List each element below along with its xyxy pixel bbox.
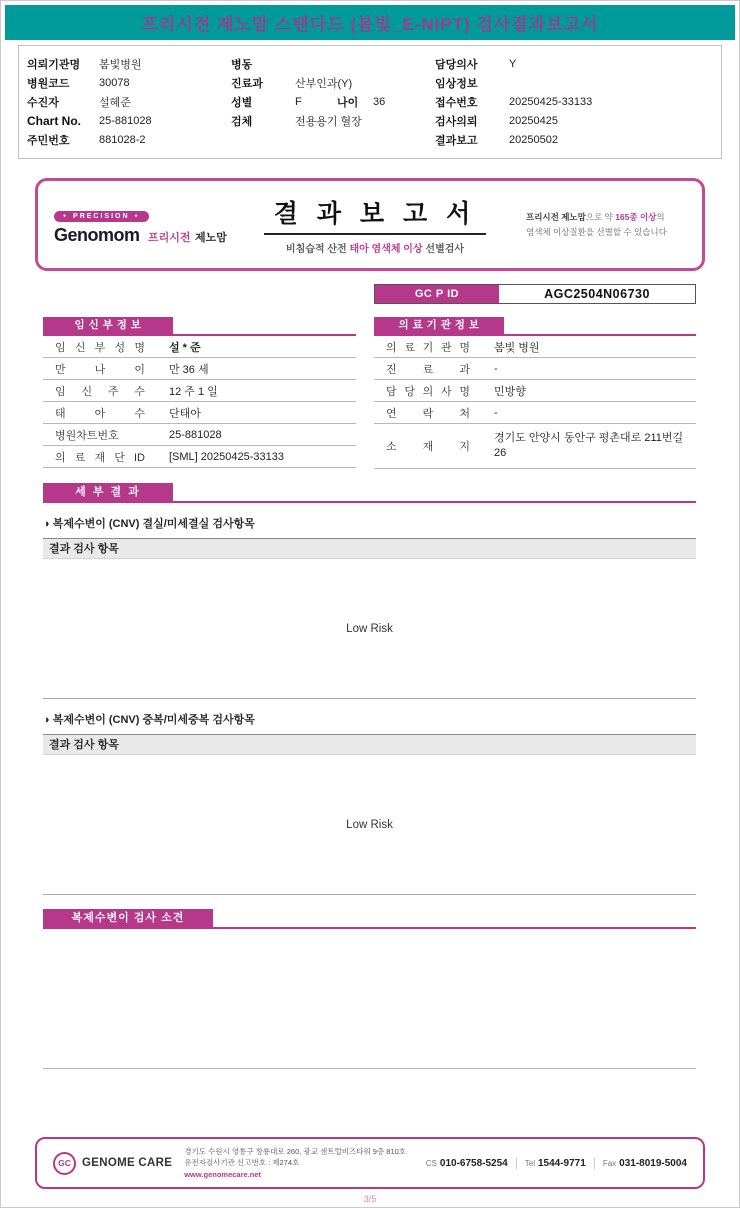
field-label: 임상정보 — [435, 77, 478, 90]
header-field-receipt-no — [435, 92, 721, 111]
header-field-ward — [231, 54, 435, 73]
header-field-specimen — [231, 111, 435, 130]
badge-dot-icon: ● — [134, 212, 140, 219]
header-field-institution — [27, 54, 231, 73]
row-value: - — [494, 362, 498, 375]
field-label: 수진자 — [27, 96, 59, 109]
field-value: 20250502 — [509, 133, 558, 146]
footer-contacts — [426, 1158, 687, 1169]
field-label: 결과보고 — [435, 134, 478, 147]
genome-care-monogram-icon: GC — [53, 1152, 76, 1175]
footer-fax-contact — [603, 1158, 687, 1169]
header-column-1 — [19, 54, 231, 149]
row-label: 만 나 이 — [55, 363, 145, 376]
table-row — [374, 358, 696, 380]
report-main-title: 프리시전 제노맘 스탠다드 (봄빛_E-NIPT) 검사결과보고서 — [141, 15, 599, 34]
gcpid-box — [374, 284, 696, 304]
header-field-doctor — [435, 54, 721, 73]
cnv-deletion-heading: ◑ 복제수변이 (CNV) 결실/미세결실 검사항목 — [43, 518, 255, 530]
pregnant-woman-info-table — [43, 317, 356, 469]
cnv-duplication-result: Low Risk — [346, 818, 393, 831]
row-value: 25-881028 — [169, 428, 222, 441]
footer-tel-contact — [525, 1158, 586, 1169]
header-field-report-date — [435, 130, 721, 149]
table-row — [374, 424, 696, 469]
gcpid-label: GC P ID — [375, 285, 499, 303]
header-column-2 — [231, 54, 435, 149]
subtitle-suffix: 선별검사 — [422, 244, 465, 255]
tagline-highlight: 165종 이상 — [615, 212, 657, 223]
fax-number: 031-8019-5004 — [619, 1157, 687, 1169]
footer-address-line2: 유전자검사기관 신고번호 : 제274호 — [184, 1158, 300, 1168]
row-value: 12 주 1 일 — [169, 385, 218, 398]
field-value: Y — [509, 57, 517, 70]
precision-badge — [54, 211, 149, 222]
footer-website-link[interactable]: www.genomecare.net — [184, 1169, 262, 1179]
tagline-end: 의 — [656, 212, 665, 223]
table-row — [374, 336, 696, 358]
footer-address-block — [184, 1146, 406, 1180]
detailed-results-section-head — [43, 483, 696, 503]
gcpid-row — [43, 284, 696, 304]
field-value: 20250425 — [509, 114, 558, 127]
footer-address-line1: 경기도 수원시 영통구 창룡대로 260, 광교 센트럴비즈타워 9층 810호 — [184, 1147, 407, 1157]
row-value: 설 * 준 — [169, 341, 201, 354]
row-value: [SML] 20250425-33133 — [169, 450, 284, 463]
header-field-department — [231, 73, 435, 92]
table-row — [43, 358, 356, 380]
brand-name-kr-genomom: 제노맘 — [194, 231, 227, 244]
field-value: 30078 — [99, 76, 130, 89]
field-label: Chart No. — [27, 113, 81, 128]
field-value: 전용용기 혈장 — [295, 115, 362, 128]
tel-number: 1544-9771 — [537, 1157, 586, 1169]
subtitle-highlight: 태아 염색체 이상 — [349, 244, 423, 255]
row-label: 소 재 지 — [386, 441, 470, 453]
genomom-logo — [54, 204, 227, 246]
field-value: 20250425-33133 — [509, 95, 593, 108]
header-field-patient-name — [27, 92, 231, 111]
badge-dot-icon: ● — [63, 212, 69, 219]
cnv-findings-section-head — [43, 909, 696, 929]
row-value: 경기도 안양시 동안구 평촌대로 211번길 26 — [494, 431, 684, 459]
cnv-deletion-result: Low Risk — [346, 622, 393, 635]
row-label: 의 료 기 관 명 — [386, 341, 470, 354]
brand-name-en: Genomom — [54, 224, 140, 245]
cs-number: 010-6758-5254 — [439, 1157, 508, 1169]
footer-frame — [35, 1137, 705, 1189]
tagline-line2: 염색체 이상질환을 선별할 수 있습니다 — [526, 226, 667, 237]
tagline-brand: 프리시전 제노맘 — [526, 212, 586, 223]
tel-label: Tel — [524, 1158, 535, 1168]
row-value: 민방향 — [494, 385, 526, 398]
contact-divider — [516, 1158, 517, 1169]
genome-care-logo — [53, 1152, 172, 1175]
report-body — [43, 284, 696, 1069]
row-label: 연 락 처 — [386, 407, 470, 420]
field-label: 병원코드 — [27, 77, 70, 90]
fax-label: Fax — [602, 1158, 617, 1168]
report-tagline — [526, 210, 686, 238]
medical-institution-info-table — [374, 317, 696, 469]
tagline-line1 — [526, 210, 686, 224]
table-row — [43, 336, 356, 358]
precision-label: PRECISION — [73, 212, 130, 220]
row-label: 임 신 부 성 명 — [55, 341, 145, 354]
medical-institution-info-title: 의 료 기 관 정 보 — [374, 317, 504, 334]
field-label: 성별 — [231, 96, 253, 109]
cnv-duplication-table-header: 결과 검사 항목 — [43, 734, 696, 755]
footer-cs-contact — [426, 1158, 508, 1169]
report-heading-underline — [264, 233, 486, 235]
table-row — [43, 402, 356, 424]
field-label: 검체 — [231, 115, 253, 128]
table-row — [43, 424, 356, 446]
cnv-duplication-result-area — [43, 755, 696, 895]
page-number: 3/5 — [363, 1194, 377, 1204]
row-value: 단태아 — [169, 407, 201, 420]
cnv-findings-title: 복제수변이 검사 소견 — [43, 909, 213, 927]
table-row — [374, 380, 696, 402]
contact-divider — [594, 1158, 595, 1169]
field-value: 설혜준 — [99, 96, 131, 109]
header-field-request-date — [435, 111, 721, 130]
field-label: 검사의뢰 — [435, 115, 478, 128]
field-label: 주민번호 — [27, 134, 70, 147]
table-title-row — [43, 317, 356, 336]
info-tables — [43, 317, 696, 469]
field-label: 진료과 — [231, 77, 263, 90]
field-value: F — [295, 95, 302, 108]
field-label: 의뢰기관명 — [27, 58, 81, 71]
row-label: 병원차트번호 — [55, 429, 119, 442]
row-label: 임 신 주 수 — [55, 385, 145, 398]
row-label: 의 료 재 단 ID — [55, 451, 145, 464]
cnv-findings-area — [43, 929, 696, 1069]
row-value: - — [494, 406, 498, 419]
report-heading-block — [224, 194, 526, 255]
header-field-clinical-info — [435, 73, 721, 92]
field-value: 36 — [373, 95, 386, 108]
row-label: 진 료 과 — [386, 363, 470, 376]
field-label: 담당의사 — [435, 58, 478, 71]
genome-care-name: GENOME CARE — [82, 1157, 173, 1169]
brand-wordmark — [54, 224, 227, 246]
table-row — [43, 446, 356, 468]
pregnant-woman-info-title: 임 신 부 정 보 — [43, 317, 173, 334]
row-value: 만 36 세 — [169, 363, 209, 376]
header-field-hospital-code — [27, 73, 231, 92]
detailed-results-title: 세 부 결 과 — [43, 483, 173, 501]
header-field-gender-age — [231, 92, 435, 111]
gcpid-value: AGC2504N06730 — [499, 285, 695, 303]
header-field-resident-no — [27, 130, 231, 149]
report-header-frame — [35, 178, 705, 271]
subtitle-prefix: 비침습적 산전 — [285, 244, 350, 255]
cnv-duplication-heading: ◑ 복제수변이 (CNV) 중복/미세중복 검사항목 — [43, 714, 255, 726]
table-row — [374, 402, 696, 424]
field-value: 881028-2 — [99, 133, 146, 146]
field-value: 25-881028 — [99, 114, 152, 127]
table-title-row — [374, 317, 696, 336]
brand-name-kr-precision: 프리시전 — [147, 231, 191, 244]
field-value: 산부인과(Y) — [295, 77, 353, 90]
cnv-deletion-table-header: 결과 검사 항목 — [43, 538, 696, 559]
report-subtitle — [224, 240, 526, 255]
report-heading: 결 과 보 고 서 — [273, 200, 477, 228]
cnv-deletion-result-area — [43, 559, 696, 699]
report-title-bar — [5, 5, 735, 40]
order-header-box — [18, 45, 722, 159]
row-label: 태 아 수 — [55, 407, 145, 420]
row-label: 담 당 의 사 명 — [386, 385, 470, 398]
cs-label: CS — [425, 1158, 437, 1168]
row-value: 봄빛 병원 — [494, 341, 540, 354]
header-column-3 — [435, 54, 721, 149]
field-label: 나이 — [337, 96, 359, 109]
field-label: 접수번호 — [435, 96, 478, 109]
field-value: 봄빛병원 — [99, 58, 142, 71]
table-row — [43, 380, 356, 402]
tagline-mid: 으로 약 — [585, 212, 616, 223]
header-field-chart-no — [27, 111, 231, 130]
field-label: 병동 — [231, 58, 253, 71]
